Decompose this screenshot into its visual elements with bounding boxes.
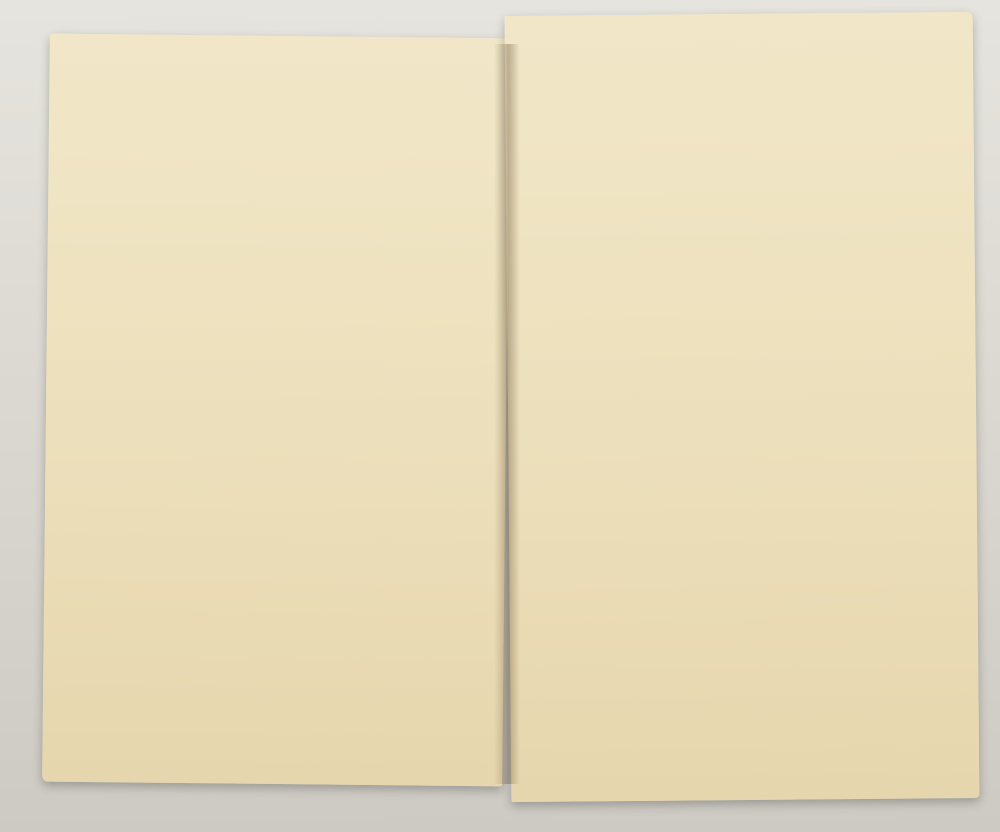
left-page — [42, 34, 510, 787]
annotation-paragraph-2 — [556, 385, 946, 398]
book-gutter — [494, 44, 520, 784]
annotation-paragraph-1 — [556, 372, 946, 385]
annotation-paragraph-3 — [556, 398, 946, 411]
catalog-card — [556, 366, 946, 411]
